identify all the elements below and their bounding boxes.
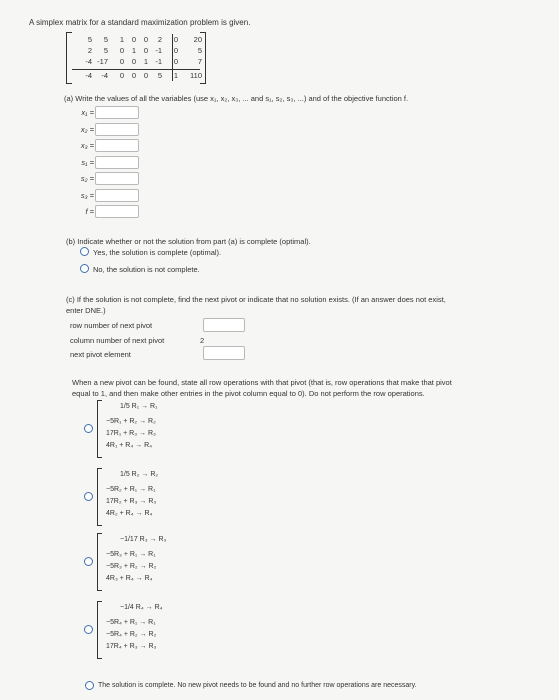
matrix-cell: 5 (103, 46, 108, 55)
matrix-cell: -4 (85, 57, 92, 66)
row-ops-prompt: When a new pivot can be found, state all row operations with that pivot (that is, row operations that make that pivot (72, 378, 452, 387)
row-op-line: 1/5 R₁ → R₁ (120, 403, 158, 410)
matrix-row (74, 57, 202, 68)
matrix-row (74, 35, 202, 46)
row-op-line: 4R₃ + R₄ → R₄ (106, 575, 153, 582)
matrix-cell: 0 (173, 57, 178, 66)
variable-label: s₂ = (80, 174, 94, 183)
matrix-cell: 0 (143, 46, 148, 55)
matrix-cell: 0 (119, 71, 124, 80)
row-op-line: 4R₂ + R₄ → R₄ (106, 510, 153, 517)
part-a-prompt: (a) Write the values of all the variables (use x₁, x₂, x₃, ... and s₁, s₂, s₃, ...) and of the objective function f. (64, 94, 409, 103)
row-ops-bracket (97, 400, 102, 458)
variable-label: x₁ = (81, 108, 94, 117)
row-ops-radio[interactable] (84, 492, 93, 501)
matrix-cell: 5 (197, 46, 202, 55)
matrix-row (74, 46, 202, 57)
row-ops-bracket (97, 601, 102, 659)
matrix-cell: 7 (197, 57, 202, 66)
matrix-cell: 0 (119, 57, 124, 66)
matrix-cell: 0 (131, 35, 136, 44)
part-b-prompt: (b) Indicate whether or not the solution from part (a) is complete (optimal). (66, 237, 311, 246)
variable-label: s₃ = (80, 190, 94, 200)
row-op-line: 17R₄ + R₃ → R₃ (106, 643, 157, 650)
variable-input[interactable] (95, 205, 139, 218)
option-yes-label: Yes, the solution is complete (optimal). (93, 248, 222, 257)
variable-input[interactable] (95, 189, 139, 202)
row-ops-bracket (97, 468, 102, 526)
row-ops-radio[interactable] (84, 557, 93, 566)
row-ops-radio[interactable] (84, 625, 93, 634)
variable-input[interactable] (95, 106, 139, 119)
part-c-prompt: (c) If the solution is not complete, find the next pivot or indicate that no solution exists. (If an answer does not exist, (66, 295, 446, 304)
matrix-cell: -4 (101, 71, 108, 80)
matrix-cell: 1 (131, 46, 136, 55)
variable-input[interactable] (95, 172, 139, 185)
matrix-left-bracket (66, 32, 72, 84)
matrix-cell: 2 (87, 46, 92, 55)
matrix-cell: -1 (155, 57, 162, 66)
pivot-element-label: next pivot element (70, 350, 131, 359)
variable-input[interactable] (95, 139, 139, 152)
part-c-prompt-dne: enter DNE.) (66, 306, 106, 315)
intro-text: A simplex matrix for a standard maximization problem is given. (29, 18, 251, 27)
pivot-column-value: 2 (200, 336, 205, 345)
row-op-line: −5R₃ + R₁ → R₁ (106, 551, 156, 558)
simplex-matrix (66, 32, 206, 84)
pivot-row-label: row number of next pivot (70, 321, 153, 330)
matrix-cell: 20 (193, 35, 202, 44)
row-ops-bracket (97, 533, 102, 591)
pivot-row-input[interactable] (203, 318, 245, 332)
pivot-element-input[interactable] (203, 346, 245, 360)
row-op-line: 17R₁ + R₃ → R₃ (106, 430, 156, 437)
row-op-line: −1/17 R₃ → R₃ (120, 536, 167, 543)
matrix-cell: 0 (131, 71, 136, 80)
matrix-objective-line (72, 69, 200, 70)
variable-label: x₃ = (80, 141, 94, 150)
matrix-cell: 0 (173, 35, 178, 44)
row-op-line: −5R₃ + R₂ → R₂ (106, 563, 157, 570)
variable-input[interactable] (95, 156, 139, 169)
matrix-cell: -1 (155, 46, 162, 55)
matrix-cell: -4 (85, 71, 92, 80)
matrix-cell: 0 (173, 46, 178, 55)
matrix-row (74, 71, 202, 82)
option-complete-radio[interactable] (85, 681, 94, 690)
matrix-cell: 0 (143, 71, 148, 80)
matrix-cell: 5 (103, 35, 108, 44)
variable-label: f = (85, 207, 94, 216)
matrix-cell: 0 (119, 46, 124, 55)
matrix-cell: 5 (157, 71, 162, 80)
option-complete-label: The solution is complete. No new pivot needs to be found and no further row operations are necessary. (98, 682, 417, 689)
option-no-radio[interactable] (80, 264, 89, 273)
matrix-cell: 2 (157, 35, 162, 44)
matrix-cell: 110 (190, 71, 202, 80)
variable-input[interactable] (95, 123, 139, 136)
matrix-cell: 0 (143, 35, 148, 44)
matrix-cell: 1 (143, 57, 148, 66)
row-op-line: 4R₁ + R₄ → R₄ (106, 442, 153, 449)
row-op-line: 1/5 R₂ → R₂ (120, 471, 159, 478)
option-no-label: No, the solution is not complete. (93, 265, 200, 274)
row-op-line: −5R₁ + R₂ → R₂ (106, 418, 156, 425)
row-op-line: −5R₄ + R₁ → R₁ (106, 619, 156, 626)
variable-label: s₁ = (81, 157, 94, 167)
row-op-line: 17R₂ + R₃ → R₃ (106, 498, 157, 505)
option-yes-radio[interactable] (80, 247, 89, 256)
row-ops-radio[interactable] (84, 424, 93, 433)
variable-label: x₂ = (80, 124, 94, 134)
pivot-column-label: column number of next pivot (70, 336, 165, 345)
row-op-line: −1/4 R₄ → R₄ (120, 604, 163, 611)
matrix-cell: 5 (87, 35, 92, 44)
row-op-line: −5R₂ + R₁ → R₁ (106, 486, 156, 493)
matrix-cell: -17 (97, 57, 108, 66)
matrix-cell: 0 (131, 57, 136, 66)
matrix-cell: 1 (119, 35, 124, 44)
row-op-line: −5R₄ + R₂ → R₂ (106, 631, 157, 638)
row-ops-prompt-2: equal to 1, and then make other entries in the pivot column equal to 0). Do not perform the row operations. (72, 389, 425, 398)
matrix-cell: 1 (173, 71, 178, 80)
